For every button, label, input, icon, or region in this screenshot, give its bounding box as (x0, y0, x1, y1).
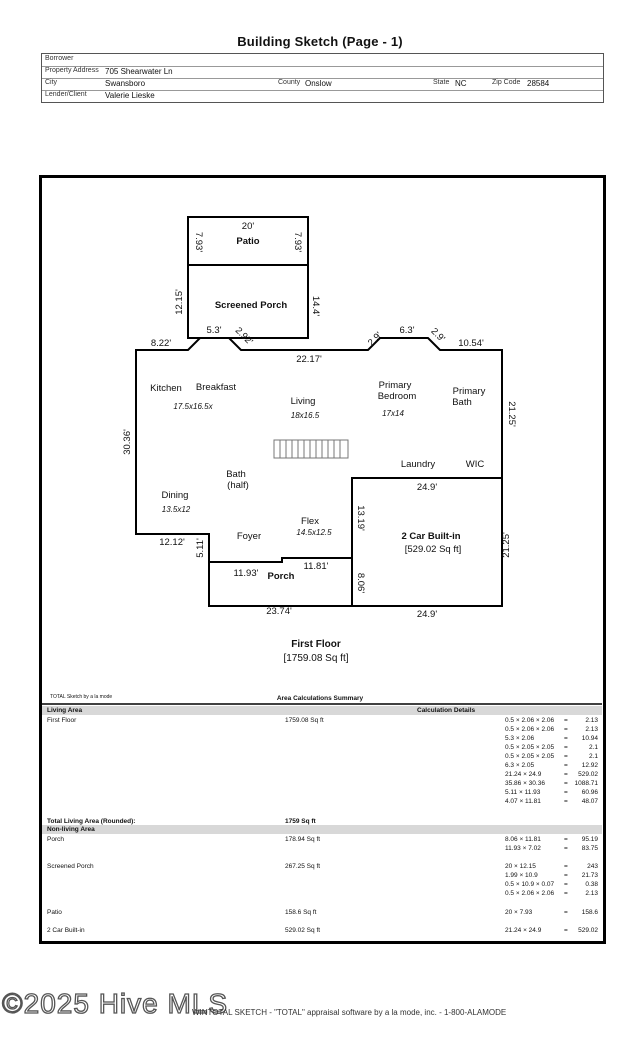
patio-calc-label: Patio (47, 909, 62, 916)
dim-12-12: 12.12' (159, 537, 185, 548)
screened-porch-right-dim: 14.4' (310, 295, 321, 317)
floor-area: [1759.08 Sq ft] (283, 653, 349, 664)
primary-bedroom-dim: 17x14 (382, 409, 404, 418)
calc-equals: = (564, 762, 568, 769)
primary-bedroom-label-1: Primary (378, 380, 412, 391)
calc-equals: = (564, 717, 568, 724)
non-living-label: Non-living Area (47, 826, 95, 833)
calc-formula: 35.86 × 30.36 (505, 780, 545, 787)
porch-calc-label: Porch (47, 836, 64, 843)
calc-value: 2.13 (585, 726, 598, 733)
calc-value: 12.92 (581, 762, 598, 769)
living-area-label: Living Area (47, 707, 83, 714)
dining-dim: 13.5x12 (161, 505, 191, 514)
calc-equals: = (564, 753, 568, 760)
total-living-label: Total Living Area (Rounded): (47, 818, 136, 825)
dim-30-36: 30.36' (122, 429, 133, 455)
calc-formula: 0.5 × 2.05 × 2.05 (505, 753, 555, 760)
dim-2-9-a: 2.9' (366, 330, 385, 349)
calc-equals: = (564, 881, 568, 888)
half-bath-label-1: Bath (226, 469, 246, 480)
calc-equals: = (564, 845, 568, 852)
calc-equals: = (564, 780, 568, 787)
screened-porch-calc-area: 267.25 Sq ft (285, 863, 321, 870)
calc-equals: = (564, 909, 568, 916)
wic-label: WIC (465, 459, 485, 470)
screened-porch-calc-label: Screened Porch (47, 863, 94, 870)
dining-label: Dining (161, 490, 189, 501)
calc-equals: = (564, 771, 568, 778)
address-value: 705 Shearwater Ln (105, 67, 173, 76)
calc-equals: = (564, 890, 568, 897)
floor-name: First Floor (291, 639, 341, 650)
calc-value: 529.02 (578, 771, 598, 778)
calc-formula: 4.07 × 11.81 (505, 798, 541, 805)
living-label: Living (290, 396, 316, 407)
dim-24-9-a: 24.9' (416, 482, 438, 493)
zip-value: 28584 (527, 79, 550, 88)
county-value: Onslow (305, 79, 332, 88)
primary-bedroom-label-2: Bedroom (377, 391, 417, 402)
living-area-header (42, 706, 602, 715)
city-label: City (45, 79, 58, 86)
calc-value: 2.13 (585, 717, 598, 724)
patio-left-dim: 7.93' (193, 231, 204, 253)
calc-equals: = (564, 744, 568, 751)
primary-bath-label-2: Bath (452, 397, 472, 408)
calc-details-label: Calculation Details (417, 707, 476, 714)
garage-outline (352, 478, 502, 606)
state-value: NC (455, 79, 467, 88)
lender-label: Lender/Client (45, 91, 87, 98)
calc-value: 2.1 (588, 744, 598, 751)
calc-value: 243 (587, 863, 598, 870)
borrower-label: Borrower (45, 55, 74, 62)
dim-8-22: 8.22' (150, 338, 172, 349)
dim-23-74: 23.74' (266, 606, 292, 617)
lender-value: Valerie Lieske (105, 91, 155, 100)
county-label: County (278, 79, 301, 86)
primary-bath-label-1: Primary (452, 386, 486, 397)
porch-calc-area: 178.94 Sq ft (285, 836, 321, 843)
calc-value: 529.02 (578, 927, 598, 934)
calc-equals: = (564, 863, 568, 870)
stairs (274, 440, 348, 458)
watermark: ©2025 Hive MLS (2, 988, 229, 1019)
page-title: Building Sketch (Page - 1) (237, 34, 403, 49)
garage-calc-area: 529.02 Sq ft (285, 927, 321, 934)
software-footer: WINTOTAL SKETCH - "TOTAL" appraisal software by a la mode, inc. - 1-800-ALAMODE (192, 1008, 507, 1017)
calc-value: 60.96 (581, 789, 598, 796)
calc-formula: 21.24 × 24.9 (505, 927, 542, 934)
dim-2-92: 2.92' (232, 325, 255, 348)
dim-5-3: 5.3' (206, 325, 222, 336)
half-bath-label-2: (half) (227, 480, 249, 491)
kitchen-label: Kitchen (150, 383, 182, 394)
screened-porch-left-dim: 12.15' (174, 289, 185, 315)
calc-value: 48.07 (581, 798, 598, 805)
calc-value: 158.6 (581, 909, 598, 916)
first-floor-label: First Floor (47, 717, 77, 724)
dim-8-06: 8.06' (355, 572, 366, 594)
calc-value: 0.38 (585, 881, 598, 888)
zip-label: Zip Code (492, 79, 521, 86)
calc-formula: 11.93 × 7.02 (505, 845, 541, 852)
dim-5-11: 5.11' (195, 538, 206, 558)
kitchen-dim: 17.5x16.5x (173, 402, 213, 411)
dim-11-81: 11.81' (303, 561, 329, 572)
calc-formula: 5.11 × 11.93 (505, 789, 541, 796)
dim-11-93: 11.93' (233, 568, 259, 579)
calc-formula: 6.3 × 2.05 (505, 762, 535, 769)
address-label: Property Address (45, 67, 99, 74)
patio-calc-area: 158.6 Sq ft (285, 909, 317, 916)
calc-formula: 0.5 × 2.06 × 2.06 (505, 726, 555, 733)
garage-calc-label: 2 Car Built-in (47, 927, 85, 934)
calc-value: 2.13 (585, 890, 598, 897)
total-living-value: 1759 Sq ft (285, 818, 316, 825)
calc-value: 10.94 (581, 735, 598, 742)
dim-2-9-b: 2.9' (428, 326, 447, 345)
foyer-label: Foyer (236, 531, 262, 542)
dim-6-3: 6.3' (399, 325, 415, 336)
flex-dim: 14.5x12.5 (296, 528, 332, 537)
calc-value: 83.75 (581, 845, 598, 852)
calc-value: 21.73 (581, 872, 598, 879)
calc-value: 1088.71 (574, 780, 598, 787)
sketch-credit: TOTAL Sketch by a la mode (50, 694, 113, 700)
calc-formula: 5.3 × 2.06 (505, 735, 535, 742)
calc-equals: = (564, 735, 568, 742)
calc-equals: = (564, 726, 568, 733)
calc-formula: 20 × 7.93 (505, 909, 533, 916)
calc-formula: 0.5 × 2.05 × 2.05 (505, 744, 555, 751)
first-floor-area: 1759.08 Sq ft (285, 717, 324, 724)
dim-13-19: 13.19' (355, 505, 366, 531)
dim-24-9-b: 24.9' (416, 609, 438, 620)
state-label: State (433, 79, 450, 86)
city-value: Swansboro (105, 79, 146, 88)
patio-top-dim: 20' (241, 221, 255, 232)
calc-value: 2.1 (588, 753, 598, 760)
living-dim: 18x16.5 (290, 411, 320, 420)
porch-outline (209, 558, 352, 606)
garage-label: 2 Car Built-in (401, 531, 461, 542)
calc-formula: 8.06 × 11.81 (505, 836, 541, 843)
garage-area: [529.02 Sq ft] (404, 544, 462, 555)
breakfast-label: Breakfast (195, 382, 237, 393)
non-living-header (42, 825, 602, 834)
calc-formula: 20 × 12.15 (505, 863, 536, 870)
calc-value: 95.19 (581, 836, 598, 843)
summary-title: Area Calculations Summary (276, 695, 364, 702)
patio-right-dim: 7.93' (292, 231, 303, 253)
calc-formula: 21.24 × 24.9 (505, 771, 542, 778)
calc-formula: 1.99 × 10.9 (505, 872, 538, 879)
dim-21-25-a: 21.25' (506, 401, 517, 427)
dim-10-54: 10.54' (458, 338, 484, 349)
patio-label: Patio (236, 236, 260, 247)
screened-porch-label: Screened Porch (214, 300, 288, 311)
dim-21-25-b: 21.25' (501, 532, 512, 558)
dim-22-17: 22.17' (296, 354, 322, 365)
calc-formula: 0.5 × 2.06 × 2.06 (505, 717, 555, 724)
flex-label: Flex (301, 516, 319, 527)
calc-formula: 0.5 × 10.9 × 0.07 (505, 881, 555, 888)
calc-equals: = (564, 798, 568, 805)
calc-equals: = (564, 927, 568, 934)
calc-formula: 0.5 × 2.06 × 2.06 (505, 890, 555, 897)
calc-equals: = (564, 789, 568, 796)
calc-equals: = (564, 872, 568, 879)
laundry-label: Laundry (400, 459, 436, 470)
porch-label: Porch (267, 571, 295, 582)
calc-equals: = (564, 836, 568, 843)
